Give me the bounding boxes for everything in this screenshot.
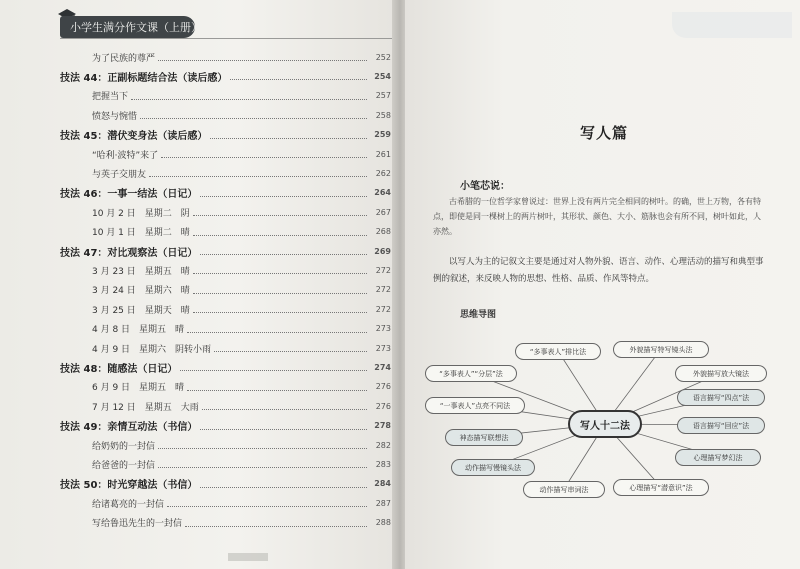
toc-page-number: 252 bbox=[375, 52, 391, 62]
toc-item-row bbox=[0, 300, 395, 318]
toc-page-number: 273 bbox=[375, 343, 391, 353]
toc-item-row bbox=[0, 261, 395, 279]
toc-page-number: 264 bbox=[374, 188, 391, 198]
toc-entry-text: 10 月 1 日 星期二 晴 bbox=[92, 228, 190, 239]
toc-entry-text: 给爸爸的一封信 bbox=[92, 460, 156, 471]
toc-page-number: 284 bbox=[374, 479, 391, 489]
toc-item-row bbox=[0, 223, 395, 241]
toc-technique-row bbox=[0, 242, 395, 260]
toc-item-row bbox=[0, 106, 395, 124]
header-ghost-print bbox=[672, 12, 792, 38]
toc-entry-text: 10 月 2 日 星期二 阴 bbox=[92, 208, 190, 219]
book-header-title: 小学生满分作文课（上册） bbox=[70, 21, 202, 34]
toc-item-row bbox=[0, 494, 395, 512]
toc-page-number: 274 bbox=[374, 362, 391, 372]
quote-paragraph: 古希腊的一位哲学家曾说过：世界上没有两片完全相同的树叶。的确，世上万物，各有特点，即使是同一棵树上的两片树叶，其形状、颜色、大小、筋脉也会有所不同，树叶如此，人亦然。 bbox=[433, 197, 761, 236]
toc-entry-text: 3 月 24 日 星期六 晴 bbox=[92, 286, 190, 297]
toc-entry-text: 4 月 8 日 星期五 晴 bbox=[92, 325, 185, 336]
toc-entry-text: 技法 45：潜伏变身法（读后感） bbox=[60, 131, 208, 143]
toc-technique-row bbox=[0, 67, 395, 85]
toc-item-row bbox=[0, 514, 395, 532]
mindmap bbox=[405, 325, 800, 525]
subtitle: 小笔芯说： bbox=[460, 181, 510, 192]
mindmap-node: 心理描写“潜意识”法 bbox=[613, 479, 709, 496]
left-page bbox=[0, 0, 395, 569]
toc-leader-dots bbox=[187, 390, 367, 391]
toc-entry-text: 给奶奶的一封信 bbox=[92, 441, 156, 452]
toc-technique-row bbox=[0, 475, 395, 493]
mindmap-node: 动作描写串词法 bbox=[523, 481, 605, 498]
toc-leader-dots bbox=[193, 293, 367, 294]
toc-entry-text: 愤怒与惋惜 bbox=[92, 111, 138, 122]
mindmap-node: 语言描写“四点”法 bbox=[677, 389, 765, 406]
toc-entry-text: 技法 44：正副标题结合法（读后感） bbox=[60, 72, 228, 84]
toc-leader-dots bbox=[193, 273, 367, 274]
toc-leader-dots bbox=[158, 467, 367, 468]
toc-entry-text: 技法 48：随感法（日记） bbox=[60, 363, 178, 375]
mindmap-node: “多事表人”排比法 bbox=[515, 343, 601, 360]
toc-entry-text: 技法 50：时光穿越法（书信） bbox=[60, 480, 198, 492]
toc-page-number: 254 bbox=[374, 71, 391, 81]
toc-item-row bbox=[0, 164, 395, 182]
toc-leader-dots bbox=[193, 312, 367, 313]
mindmap-node: 神态描写联想法 bbox=[445, 429, 523, 446]
toc-entry-text: 3 月 23 日 星期五 晴 bbox=[92, 266, 190, 277]
toc-leader-dots bbox=[167, 506, 367, 507]
toc-leader-dots bbox=[149, 176, 367, 177]
toc-leader-dots bbox=[180, 370, 367, 371]
toc-technique-row bbox=[0, 417, 395, 435]
toc-item-row bbox=[0, 455, 395, 473]
toc-item-row bbox=[0, 397, 395, 415]
toc-leader-dots bbox=[200, 487, 367, 488]
toc-page-number: 272 bbox=[375, 285, 391, 295]
toc-item-row bbox=[0, 48, 395, 66]
toc-entry-text: 写给鲁迅先生的一封信 bbox=[92, 519, 183, 530]
toc-entry-text: 技法 49：亲情互动法（书信） bbox=[60, 422, 198, 434]
toc-entry-text: 6 月 9 日 星期五 晴 bbox=[92, 383, 185, 394]
toc-page-number: 282 bbox=[375, 440, 391, 450]
header-divider bbox=[60, 38, 395, 39]
toc-entry-text: 7 月 12 日 星期五 大雨 bbox=[92, 402, 199, 413]
toc-page-number: 257 bbox=[375, 91, 391, 101]
mindmap-node: 动作描写慢镜头法 bbox=[451, 459, 535, 476]
toc-item-row bbox=[0, 87, 395, 105]
toc-leader-dots bbox=[202, 409, 367, 410]
toc-leader-dots bbox=[193, 235, 367, 236]
toc-page-number: 273 bbox=[375, 324, 391, 334]
mindmap-label: 思维导图 bbox=[460, 310, 497, 320]
section-title: 写人篇 bbox=[580, 124, 629, 142]
toc-leader-dots bbox=[200, 196, 367, 197]
toc-entry-text: 给诸葛亮的一封信 bbox=[92, 499, 165, 510]
toc-leader-dots bbox=[140, 118, 367, 119]
toc-entry-text: 把握当下 bbox=[92, 92, 129, 103]
toc-entry-text: 技法 47：对比观察法（日记） bbox=[60, 247, 198, 259]
toc-entry-text: 技法 46：一事一结法（日记） bbox=[60, 189, 198, 201]
toc-leader-dots bbox=[158, 448, 367, 449]
toc-item-row bbox=[0, 436, 395, 454]
toc-item-row bbox=[0, 281, 395, 299]
toc-entry-text: 与英子交朋友 bbox=[92, 169, 147, 180]
toc-leader-dots bbox=[185, 526, 367, 527]
toc-entry-text: 4 月 9 日 星期六 阴转小雨 bbox=[92, 344, 212, 355]
mindmap-node: “多事表人”“分层”法 bbox=[425, 365, 517, 382]
description-paragraph: 以写人为主的记叙文主要是通过对人物外貌、语言、动作、心理活动的描写和典型事例的叙述，来反映人物的思想、性格、品质、作风等特点。 bbox=[433, 257, 764, 284]
mindmap-node: 语言描写“回应”法 bbox=[677, 417, 765, 434]
toc-page-number: 288 bbox=[375, 518, 391, 528]
toc-page-number: 287 bbox=[375, 498, 391, 508]
toc-leader-dots bbox=[230, 79, 367, 80]
toc-item-row bbox=[0, 203, 395, 221]
mindmap-node: 外貌描写特写镜头法 bbox=[613, 341, 709, 358]
toc-page-number: 261 bbox=[375, 149, 391, 159]
toc-leader-dots bbox=[131, 99, 367, 100]
toc-item-row bbox=[0, 145, 395, 163]
page-footer-mark bbox=[228, 553, 268, 561]
toc-page-number: 276 bbox=[375, 401, 391, 411]
right-page bbox=[405, 0, 800, 569]
toc-page-number: 276 bbox=[375, 382, 391, 392]
toc-item-row bbox=[0, 339, 395, 357]
toc-entry-text: 为了民族的尊严 bbox=[92, 53, 156, 64]
toc-technique-row bbox=[0, 126, 395, 144]
toc-leader-dots bbox=[193, 215, 367, 216]
toc-page-number: 272 bbox=[375, 304, 391, 314]
toc-leader-dots bbox=[200, 429, 367, 430]
toc-page-number: 258 bbox=[375, 110, 391, 120]
toc-page-number: 262 bbox=[375, 168, 391, 178]
mindmap-center: 写人十二法 bbox=[568, 410, 642, 438]
toc-page-number: 269 bbox=[374, 246, 391, 256]
toc-item-row bbox=[0, 378, 395, 396]
toc-page-number: 283 bbox=[375, 459, 391, 469]
toc-leader-dots bbox=[158, 60, 367, 61]
toc-page-number: 268 bbox=[375, 227, 391, 237]
toc-entry-text: “哈利·波特”来了 bbox=[92, 150, 159, 161]
toc-leader-dots bbox=[200, 254, 367, 255]
toc-entry-text: 3 月 25 日 星期天 晴 bbox=[92, 305, 190, 316]
toc-technique-row bbox=[0, 358, 395, 376]
toc-technique-row bbox=[0, 184, 395, 202]
toc-page-number: 278 bbox=[374, 421, 391, 431]
toc-page-number: 272 bbox=[375, 265, 391, 275]
toc-leader-dots bbox=[161, 157, 367, 158]
toc-leader-dots bbox=[187, 332, 367, 333]
toc-leader-dots bbox=[214, 351, 367, 352]
mindmap-node: 外貌描写放大镜法 bbox=[675, 365, 767, 382]
toc-page-number: 267 bbox=[375, 207, 391, 217]
toc-item-row bbox=[0, 320, 395, 338]
mindmap-node: “一事表人”点亮不同法 bbox=[425, 397, 525, 414]
toc-page-number: 259 bbox=[374, 130, 391, 140]
book-header bbox=[60, 16, 202, 38]
toc-leader-dots bbox=[210, 138, 367, 139]
mindmap-node: 心理描写梦幻法 bbox=[675, 449, 761, 466]
